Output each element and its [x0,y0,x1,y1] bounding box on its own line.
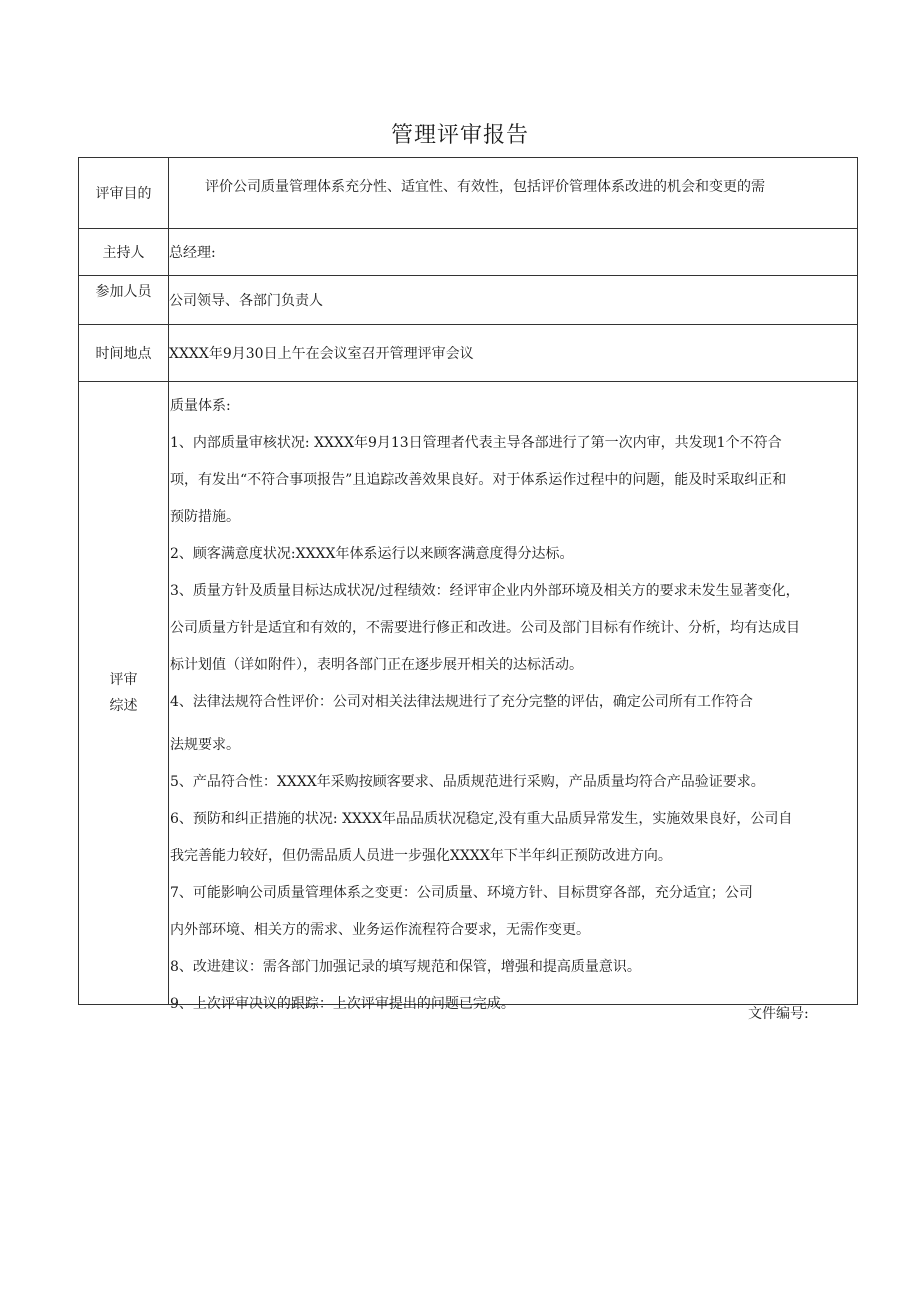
summary-line: 预防措施。 [170,509,240,525]
summary-line: 9、上次评审决议的跟踪：上次评审提出的问题已完成。 [170,996,515,1012]
summary-line: 项，有发出“不符合事项报告”且追踪改善效果良好。对于体系运作过程中的问题，能及时采取纠正和 [170,472,787,488]
summary-label-line2: 综述 [109,698,138,714]
attendees-value: 公司领导、各部门负责人 [169,276,858,325]
summary-line: 2、顾客满意度状况:XXXX年体系运行以来顾客满意度得分达标。 [170,546,574,562]
row-attendees [79,276,858,325]
summary-label [79,667,168,719]
summary-line: 4、法律法规符合性评价：公司对相关法律法规进行了充分完整的评估，确定公司所有工作符合 [170,694,753,710]
document-title: 管理评审报告 [390,123,529,148]
summary-line: 质量体系: [170,398,231,414]
summary-line: 5、产品符合性：XXXX年采购按顾客要求、品质规范进行采购，产品质量均符合产品验证要求。 [170,774,765,790]
row-purpose [79,158,858,229]
summary-line: 8、改进建议：需各部门加强记录的填写规范和保管，增强和提高质量意识。 [170,959,641,975]
summary-line: 标计划值（详如附件），表明各部门正在逐步展开相关的达标活动。 [170,657,583,673]
summary-content [169,388,857,1012]
file-number-label: 文件编号: [748,1006,809,1022]
row-time-place [79,325,858,382]
attendees-label: 参加人员 [95,284,152,300]
purpose-label: 评审目的 [79,158,169,229]
time-place-label: 时间地点 [79,325,169,382]
time-place-value: XXXX年9月30日上午在会议室召开管理评审会议 [169,325,858,382]
purpose-value: 评价公司质量管理体系充分性、适宜性、有效性，包括评价管理体系改进的机会和变更的需 [205,179,765,195]
summary-line: 6、预防和纠正措施的状况: XXXX年品品质状况稳定,没有重大品质异常发生，实施效果良好，公司自 [170,811,793,827]
row-host [79,229,858,276]
summary-line: 法规要求。 [170,737,240,753]
summary-line: 7、可能影响公司质量管理体系之变更：公司质量、环境方针、目标贯穿各部，充分适宜；公司 [170,885,753,901]
row-summary [79,382,858,1005]
review-report-table [78,157,858,1012]
summary-line: 3、质量方针及质量目标达成状况/过程绩效：经评审企业内外部环境及相关方的要求未发生显著变化， [170,583,800,599]
summary-line: 内外部环境、相关方的需求、业务运作流程符合要求，无需作变更。 [170,922,590,938]
summary-label-line1: 评审 [109,672,138,688]
summary-line: 我完善能力较好，但仍需品质人员进一步强化XXXX年下半年纠正预防改进方向。 [170,848,672,864]
host-label: 主持人 [79,229,169,276]
summary-line: 1、内部质量审核状况: XXXX年9月13日管理者代表主导各部进行了第一次内审，共发现1个不符合 [170,435,782,451]
summary-line: 公司质量方针是适宜和有效的，不需要进行修正和改进。公司及部门目标有作统计、分析，均有达成目 [170,620,800,636]
host-value: 总经理: [169,229,858,276]
